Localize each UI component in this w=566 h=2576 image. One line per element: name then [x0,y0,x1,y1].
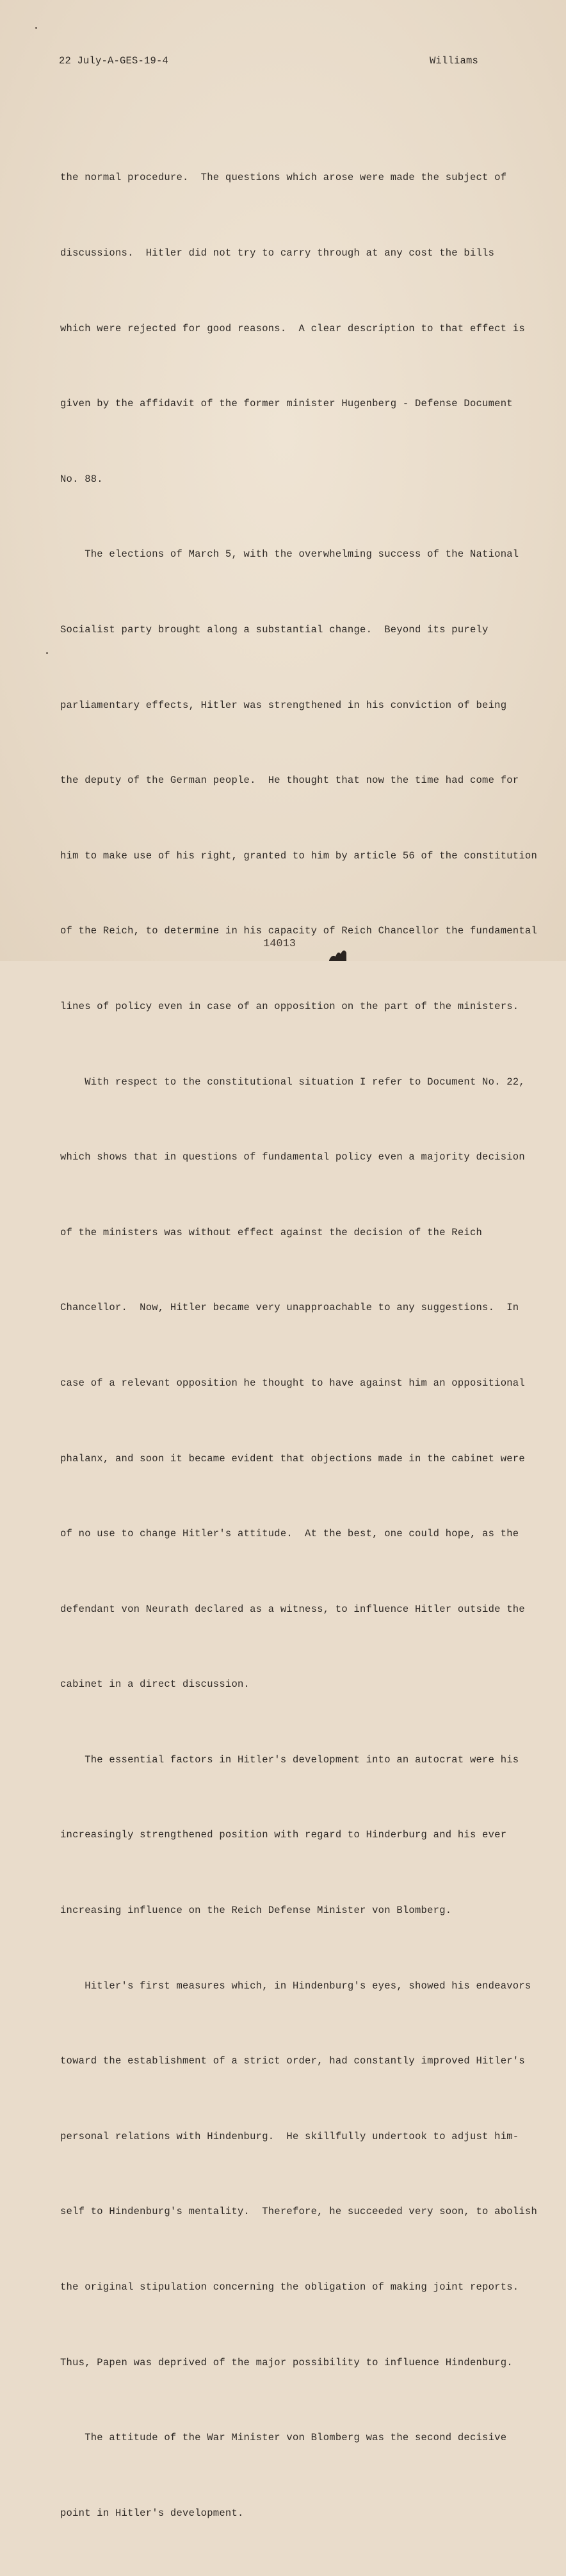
body-line: of the ministers was without effect against the decision of the Reich [60,1226,483,1238]
body-line: the original stipulation concerning the obligation of making joint reports. [60,2281,519,2293]
paper-speck [46,652,48,654]
body-line: Thus, Papen was deprived of the major possibility to influence Hindenburg. [60,2356,513,2368]
body-line: phalanx, and soon it became evident that objections made in the cabinet were [60,1452,525,1464]
document-body [60,115,538,2576]
ink-blot-mark [328,945,347,961]
body-line: of the Reich, to determine in his capacity of Reich Chancellor the fundamental [60,925,538,937]
body-line: given by the affidavit of the former minister Hugenberg - Defense Document [60,398,513,410]
body-line: increasingly strengthened position with regard to Hinderburg and his ever [60,1829,507,1841]
paper-speck [35,27,37,29]
body-line: increasing influence on the Reich Defense Minister von Blomberg. [60,1905,452,1917]
body-line: of no use to change Hitler's attitude. At the best, one could hope, as the [60,1528,519,1540]
body-line: personal relations with Hindenburg. He skillfully undertook to adjust him- [60,2130,519,2142]
body-line: defendant von Neurath declared as a witness, to influence Hitler outside the [60,1603,525,1615]
page-number: 14013 [263,938,296,950]
body-line: point in Hitler's development. [60,2507,244,2519]
body-line: the deputy of the German people. He thought that now the time had come for [60,775,519,787]
body-line: which were rejected for good reasons. A clear description to that effect is [60,322,525,334]
author-name: Williams [430,55,479,67]
body-line: The essential factors in Hitler's development into an autocrat were his [60,1753,519,1766]
body-line: case of a relevant opposition he thought to have against him an oppositional [60,1377,525,1389]
body-line: Chancellor. Now, Hitler became very unapproachable to any suggestions. In [60,1302,519,1314]
document-code: 22 July-A-GES-19-4 [59,55,169,67]
body-line: No. 88. [60,473,103,485]
body-line: the normal procedure. The questions which arose were made the subject of [60,172,507,184]
body-line: discussions. Hitler did not try to carry through at any cost the bills [60,247,495,259]
body-line: With respect to the constitutional situation I refer to Document No. 22, [60,1076,525,1088]
body-line: which shows that in questions of fundamental policy even a majority decision [60,1151,525,1163]
body-line: self to Hindenburg's mentality. Therefore, he succeeded very soon, to abolish [60,2206,538,2218]
body-line: Socialist party brought along a substantial change. Beyond its purely [60,623,489,636]
body-line: him to make use of his right, granted to him by article 56 of the constitution [60,849,538,862]
body-line: Hitler's first measures which, in Hindenburg's eyes, showed his endeavors [60,1980,531,1992]
body-line: toward the establishment of a strict order, had constantly improved Hitler's [60,2055,525,2067]
body-line: parliamentary effects, Hitler was strengthened in his conviction of being [60,699,507,711]
body-line: The attitude of the War Minister von Blomberg was the second decisive [60,2432,507,2444]
body-line: lines of policy even in case of an opposition on the part of the ministers. [60,1000,519,1012]
body-line: The elections of March 5, with the overwhelming success of the National [60,548,519,561]
body-line: cabinet in a direct discussion. [60,1678,250,1691]
